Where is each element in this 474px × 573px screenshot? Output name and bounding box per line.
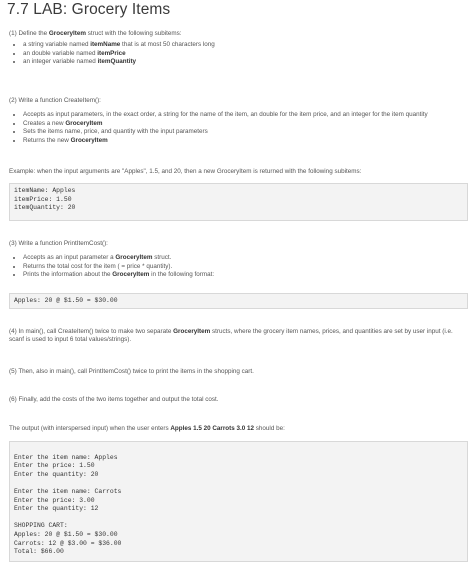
step6-section bbox=[9, 396, 468, 404]
list-item: • Prints the information about the GroceryItem in the following format: bbox=[23, 271, 468, 279]
step2-section bbox=[9, 97, 468, 145]
step2-example bbox=[9, 168, 468, 176]
code-line: Total: $66.00 bbox=[14, 548, 64, 556]
code-blank-line bbox=[14, 479, 463, 488]
code-line: Enter the quantity: 12 bbox=[14, 505, 99, 513]
step2-list bbox=[9, 111, 468, 145]
code-line: Enter the price: 1.50 bbox=[14, 462, 95, 470]
code-block-format bbox=[9, 293, 468, 309]
step1-section bbox=[9, 30, 468, 67]
list-item: • an integer variable named itemQuantity bbox=[23, 58, 468, 66]
code-line: itemName: Apples bbox=[14, 187, 76, 194]
code-blank-line bbox=[14, 514, 463, 523]
list-item: • Accepts as input parameters, in the exact order, a string for the name of the item, an double for the item price, and an integer for the item quantity bbox=[23, 111, 468, 119]
page-title: 7.7 LAB: Grocery Items bbox=[7, 1, 171, 18]
step5-section bbox=[9, 368, 468, 376]
step6-text: (6) Finally, add the costs of the two items together and output the total cost. bbox=[9, 396, 219, 403]
code-line: itemQuantity: 20 bbox=[14, 204, 76, 212]
list-item: • Accepts as an input parameter a GroceryItem struct. bbox=[23, 254, 468, 262]
step4-section bbox=[9, 328, 468, 345]
code-line: Enter the item name: Carrots bbox=[14, 487, 122, 495]
list-item: • Returns the new GroceryItem bbox=[23, 137, 468, 145]
list-item: • Returns the total cost for the item ( = price * quantity). bbox=[23, 263, 468, 271]
step3-intro: (3) Write a function PrintItemCost(): bbox=[9, 240, 108, 247]
list-item: • Creates a new GroceryItem bbox=[23, 120, 468, 128]
code-line: Enter the item name: Apples bbox=[14, 453, 118, 461]
code-line: Enter the quantity: 20 bbox=[14, 470, 99, 478]
step4-text: (4) In main(), call CreateItem() twice to make two separate GroceryItem structs, where the grocery item names, prices, and quantities are set by user input (i.e. scanf is used to input 6 total values/strings). bbox=[9, 328, 453, 344]
step1-intro: (1) Define the GroceryItem struct with the following subitems: bbox=[9, 30, 182, 37]
step3-section bbox=[9, 240, 468, 280]
step1-list bbox=[9, 41, 468, 66]
output-intro bbox=[9, 425, 468, 433]
step3-list bbox=[9, 254, 468, 279]
list-item: • a string variable named itemName that is at most 50 characters long bbox=[23, 41, 468, 49]
step2-intro: (2) Write a function CreateItem(): bbox=[9, 97, 101, 104]
code-block-output bbox=[9, 441, 468, 562]
code-line: Apples: 20 @ $1.50 = $30.00 bbox=[14, 530, 118, 538]
code-line: Apples: 20 @ $1.50 = $30.00 bbox=[14, 297, 118, 304]
example-text: Example: when the input arguments are "Apples", 1.5, and 20, then a new GroceryItem is returned with the following subitems: bbox=[9, 168, 362, 175]
code-line: itemPrice: 1.50 bbox=[14, 195, 72, 203]
code-block-struct bbox=[9, 183, 468, 221]
list-item: • an double variable named itemPrice bbox=[23, 50, 468, 58]
code-line: Enter the price: 3.00 bbox=[14, 496, 95, 504]
output-intro-text: The output (with interspersed input) when the user enters Apples 1.5 20 Carrots 3.0 12 should be: bbox=[9, 425, 285, 432]
list-item: • Sets the items name, price, and quantity with the input parameters bbox=[23, 128, 468, 136]
code-line: Carrots: 12 @ $3.00 = $36.00 bbox=[14, 539, 122, 547]
code-line: SHOPPING CART: bbox=[14, 522, 68, 530]
step5-text: (5) Then, also in main(), call PrintItemCost() twice to print the items in the shopping cart. bbox=[9, 368, 254, 375]
